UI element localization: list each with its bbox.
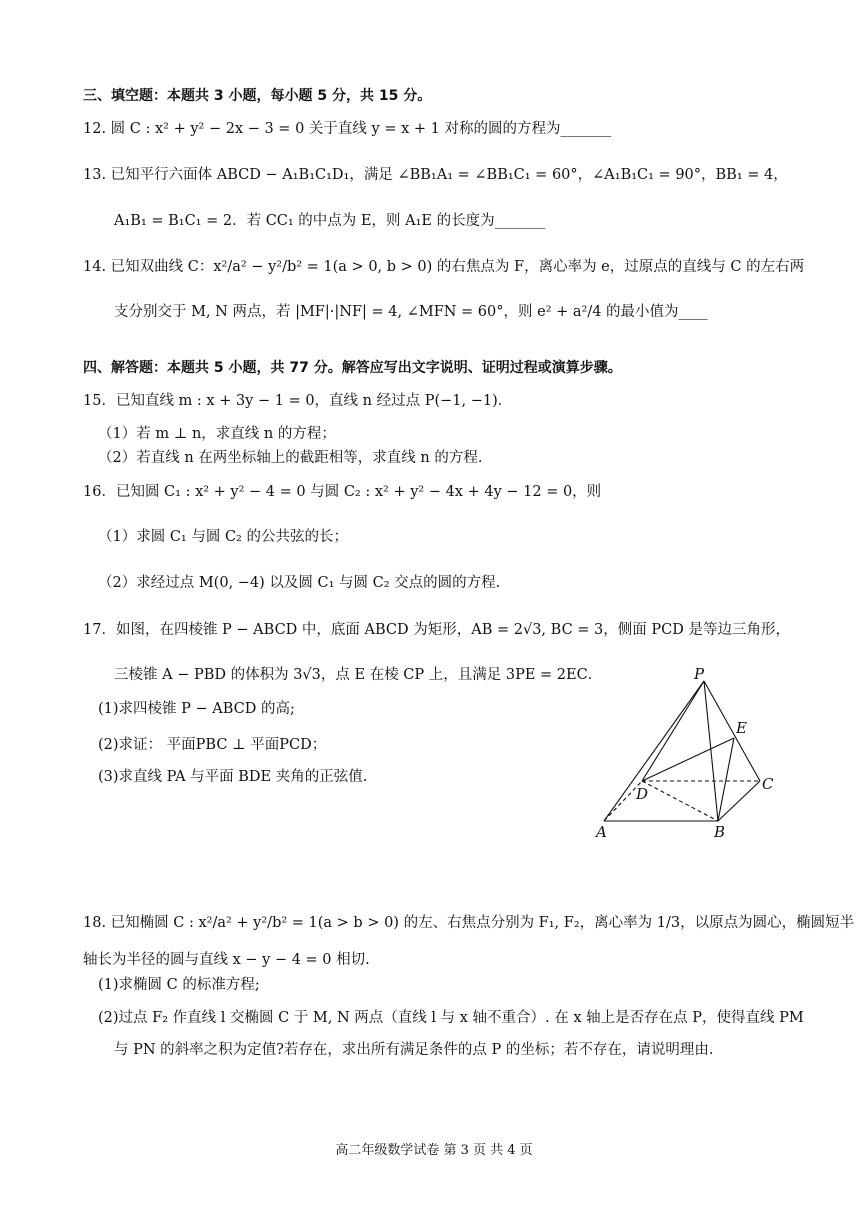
question-15-part-1: （1）若 m ⊥ n，求直线 n 的方程； [98, 426, 336, 442]
question-13-line-2: A₁B₁ = B₁C₁ = 2．若 CC₁ 的中点为 E，则 A₁E 的长度为_______ [114, 213, 546, 229]
question-17-part-3: (3)求直线 PA 与平面 BDE 夹角的正弦值. [98, 769, 368, 785]
label-D: D [636, 785, 649, 803]
question-17-part-2: (2)求证： 平面PBC ⊥ 平面PCD； [98, 737, 327, 753]
page-footer: 高二年级数学试卷 第 3 页 共 4 页 [335, 1143, 533, 1158]
question-16-part-2: （2）求经过点 M(0, −4) 以及圆 C₁ 与圆 C₂ 交点的圆的方程. [98, 575, 501, 591]
label-A: A [596, 823, 607, 841]
label-B: B [714, 823, 726, 841]
section-heading-answer: 四、解答题：本题共 5 小题，共 77 分。解答应写出文字说明、证明过程或演算步骤。 [83, 360, 622, 376]
question-17-part-1: (1)求四棱锥 P − ABCD 的高; [98, 701, 295, 717]
edge-PA [604, 681, 704, 821]
question-17-stem-2: 三棱锥 A − PBD 的体积为 3√3，点 E 在棱 CP 上，且满足 3PE = 2EC． [114, 667, 603, 683]
question-18-stem-2: 轴长为半径的圆与直线 x − y − 4 = 0 相切. [83, 952, 370, 968]
question-17-stem: 17．如图，在四棱锥 P − ABCD 中，底面 ABCD 为矩形，AB = 2√3, BC = 3，侧面 PCD 是等边三角形， [83, 622, 790, 638]
label-C: C [762, 775, 774, 793]
pyramid-figure [590, 665, 790, 845]
segment-DB [642, 781, 718, 821]
question-12: 12. 圆 C : x² + y² − 2x − 3 = 0 关于直线 y = x + 1 对称的圆的方程为_______ [83, 121, 612, 137]
question-14-line-1: 14. 已知双曲线 C：x²/a² − y²/b² = 1(a > 0, b > 0) 的右焦点为 F，离心率为 e，过原点的直线与 C 的左右两 [83, 259, 805, 275]
question-15-part-2: （2）若直线 n 在两坐标轴上的截距相等，求直线 n 的方程. [98, 450, 483, 466]
question-15-stem: 15．已知直线 m : x + 3y − 1 = 0，直线 n 经过点 P(−1, −1)． [83, 393, 513, 409]
question-18-part-2: (2)过点 F₂ 作直线 l 交椭圆 C 于 M, N 两点（直线 l 与 x 轴不重合）. 在 x 轴上是否存在点 P，使得直线 PM [98, 1010, 804, 1026]
question-14-line-2: 支分别交于 M, N 两点，若 |MF|·|NF| = 4, ∠MFN = 60°，则 e² + a²/4 的最小值为____ [114, 304, 708, 320]
question-16-stem: 16．已知圆 C₁ : x² + y² − 4 = 0 与圆 C₂ : x² + y² − 4x + 4y − 12 = 0，则 [83, 484, 602, 500]
question-16-part-1: （1）求圆 C₁ 与圆 C₂ 的公共弦的长； [98, 529, 348, 545]
question-13-line-1: 13. 已知平行六面体 ABCD − A₁B₁C₁D₁，满足 ∠BB₁A₁ = ∠BB₁C₁ = 60°，∠A₁B₁C₁ = 90°，BB₁ = 4， [83, 167, 788, 183]
question-18-part-1: (1)求椭圆 C 的标准方程; [98, 977, 260, 993]
question-18-stem: 18. 已知椭圆 C : x²/a² + y²/b² = 1(a > b > 0) 的左、右焦点分别为 F₁, F₂，离心率为 1/3，以原点为圆心，椭圆短半 [83, 915, 855, 931]
question-18-part-2b: 与 PN 的斜率之积为定值?若存在，求出所有满足条件的点 P 的坐标；若不存在，请说明理由. [114, 1042, 714, 1058]
section-heading-fill-in: 三、填空题：本题共 3 小题，每小题 5 分，共 15 分。 [83, 88, 432, 104]
label-E: E [736, 719, 747, 737]
label-P: P [694, 665, 705, 683]
